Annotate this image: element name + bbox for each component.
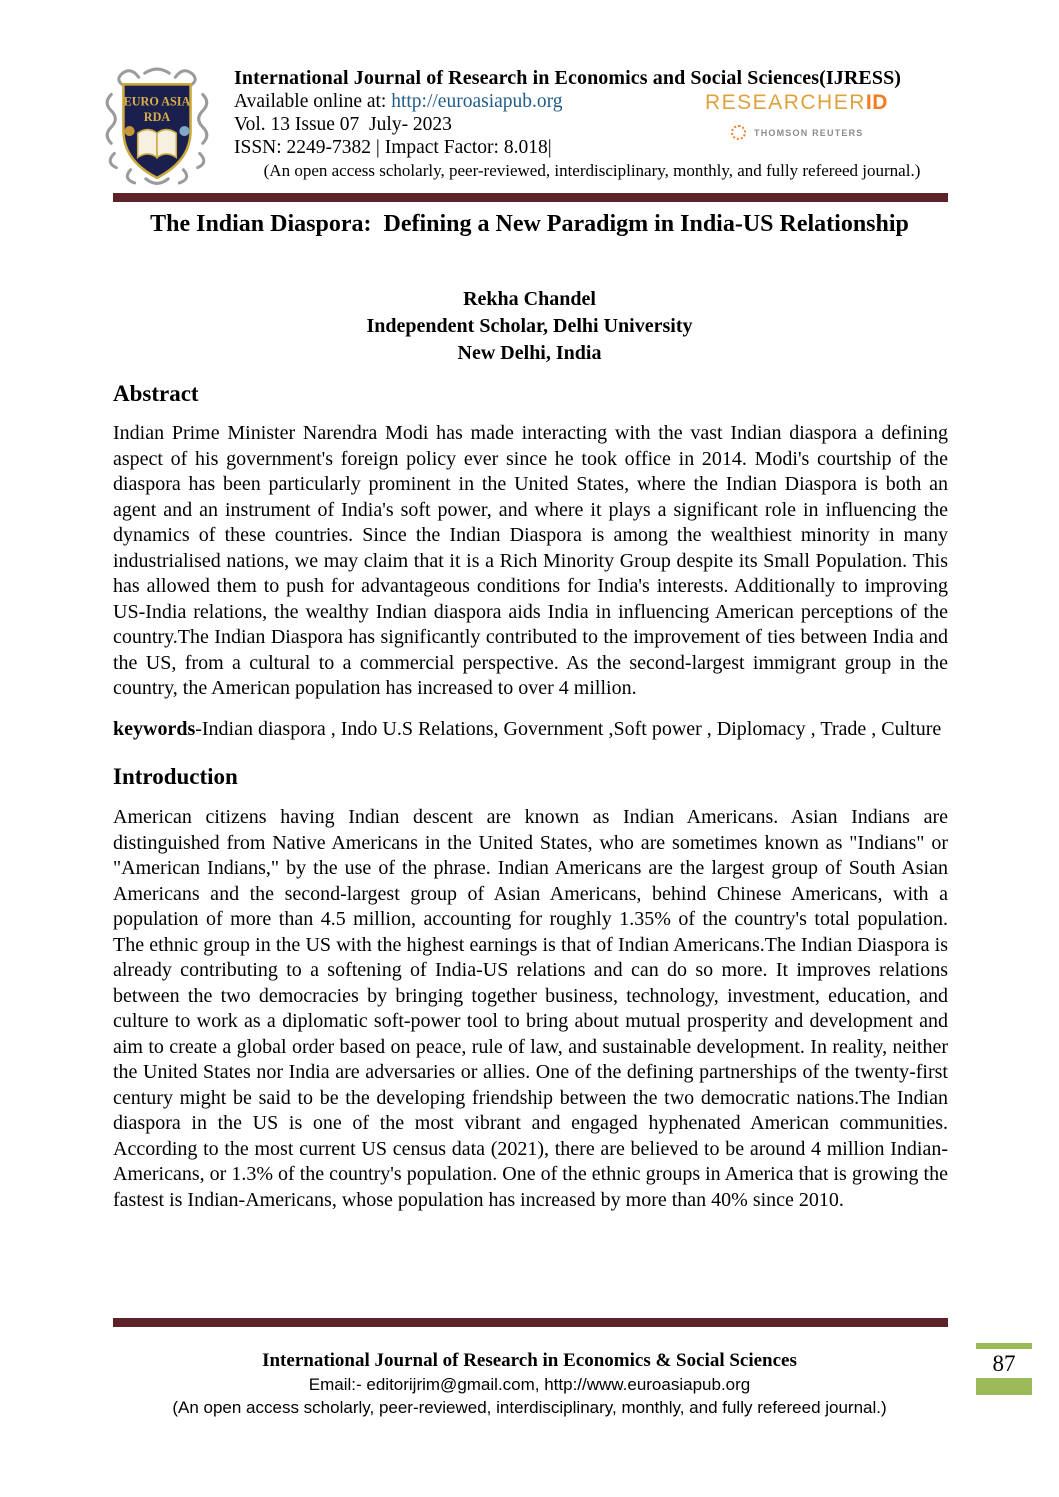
abstract-heading: Abstract [113, 381, 199, 406]
journal-header [100, 64, 950, 193]
volume-issue-line: Vol. 13 Issue 07 July- 2023 [234, 114, 452, 135]
page-number: 87 [992, 1351, 1016, 1376]
euro-asia-rda-logo [100, 64, 214, 193]
paper-title: The Indian Diaspora: Defining a New Paradigm in India-US Relationship [150, 211, 909, 237]
journal-title: International Journal of Research in Economics and Social Sciences(IJRESS) [234, 67, 902, 89]
shield-logo-icon [100, 64, 214, 188]
researcherid-text: RESEARCHER [705, 91, 866, 114]
researcherid-logo [705, 91, 945, 140]
page-footer [0, 1318, 1059, 1419]
issn-impact-line: ISSN: 2249-7382 | Impact Factor: 8.018| [234, 137, 552, 158]
page-number-badge [976, 1343, 1032, 1395]
author-name: Rekha Chandel [463, 288, 596, 310]
keywords-list: -Indian diaspora , Indo U.S Relations, Government ,Soft power , Diplomacy , Trade , Culture [195, 717, 942, 740]
svg-text:EURO ASIA: EURO ASIA [123, 94, 191, 109]
header-open-access-line: (An open access scholarly, peer-reviewed, interdisciplinary, monthly, and fully refereed journal.) [263, 161, 921, 180]
header-separator [113, 193, 948, 202]
page-badge-bottom-bar [976, 1378, 1032, 1395]
abstract-paragraph: Indian Prime Minister Narendra Modi has made interacting with the vast Indian diaspora a defining aspect of his government's foreign policy ever since he took office in 2014. Modi's courtship of the diaspora has been particularly prominent in the United States, where the Indian Diaspora is both an agent and an instrument of India's soft power, and where it plays a significant role in influencing the dynamics of these countries. Since the Indian Diaspora is among the wealthiest minority in many industrialised nations, we may claim that it is a Rich Minority Group despite its Small Population. This has allowed them to push for advantageous conditions for India's interests. Additionally to improving US-India relations, the wealthy Indian diaspora aids India in influencing American perceptions of the country.The Indian Diaspora has significantly contributed to the improvement of ties between India and the US, from a cultural to a commercial perspective. As the second-largest immigrant group in the country, the American population has increased to over 4 million. [113, 422, 948, 699]
footer-separator [113, 1318, 948, 1327]
footer-journal-name: International Journal of Research in Economics & Social Sciences [262, 1350, 797, 1371]
thomson-reuters-label: THOMSON REUTERS [754, 127, 864, 138]
footer-text-block [0, 1349, 1059, 1419]
author-block [0, 286, 1059, 367]
available-online-label: Available online at: [234, 91, 392, 112]
thomson-reuters-icon [731, 125, 746, 140]
author-location: New Delhi, India [457, 342, 602, 364]
footer-open-access-line: (An open access scholarly, peer-reviewed, interdisciplinary, monthly, and fully refereed journal.) [172, 1398, 887, 1417]
author-affiliation: Independent Scholar, Delhi University [366, 315, 693, 337]
journal-url-link[interactable]: http://euroasiapub.org [391, 91, 563, 112]
introduction-heading: Introduction [113, 764, 238, 789]
researcherid-id-text: ID [865, 91, 888, 114]
introduction-paragraph: American citizens having Indian descent are known as Indian Americans. Asian Indians are distinguished from Native Americans in the United States, who are sometimes known as "Indians" or "American Indians," by the use of the phrase. Indian Americans are the largest group of South Asian Americans and the second-largest group of Asian Americans, behind Chinese Americans, with a population of more than 4.5 million, accounting for roughly 1.35% of the country's total population. The ethnic group in the US with the highest earnings is that of Indian Americans.The Indian Diaspora is already contributing to a softening of India-US relations and can do so more. It improves relations between the two democracies by bringing together business, technology, investment, education, and culture to work as a diplomatic soft-power tool to bring about mutual prosperity and development and aim to create a global order based on peace, rule of law, and sustainable development. In reality, neither the United States nor India are adversaries or allies. One of the defining partnerships of the twenty-first century might be said to be the developing friendship between the two democratic nations.The Indian diaspora in the US is one of the most vibrant and engaged hyphenated American communities. According to the most current US census data (2021), there are believed to be around 4 million Indian-Americans, or 1.3% of the country's population. One of the ethnic groups in America that is growing the fastest is Indian-Americans, whose population has increased by more than 40% since 2010. [113, 806, 948, 1211]
keywords-label: keywords [113, 717, 196, 740]
svg-text:RDA: RDA [143, 109, 171, 124]
keywords-line [113, 717, 948, 743]
footer-contact-line: Email:- editorijrim@gmail.com, http://www.euroasiapub.org [308, 1375, 751, 1394]
